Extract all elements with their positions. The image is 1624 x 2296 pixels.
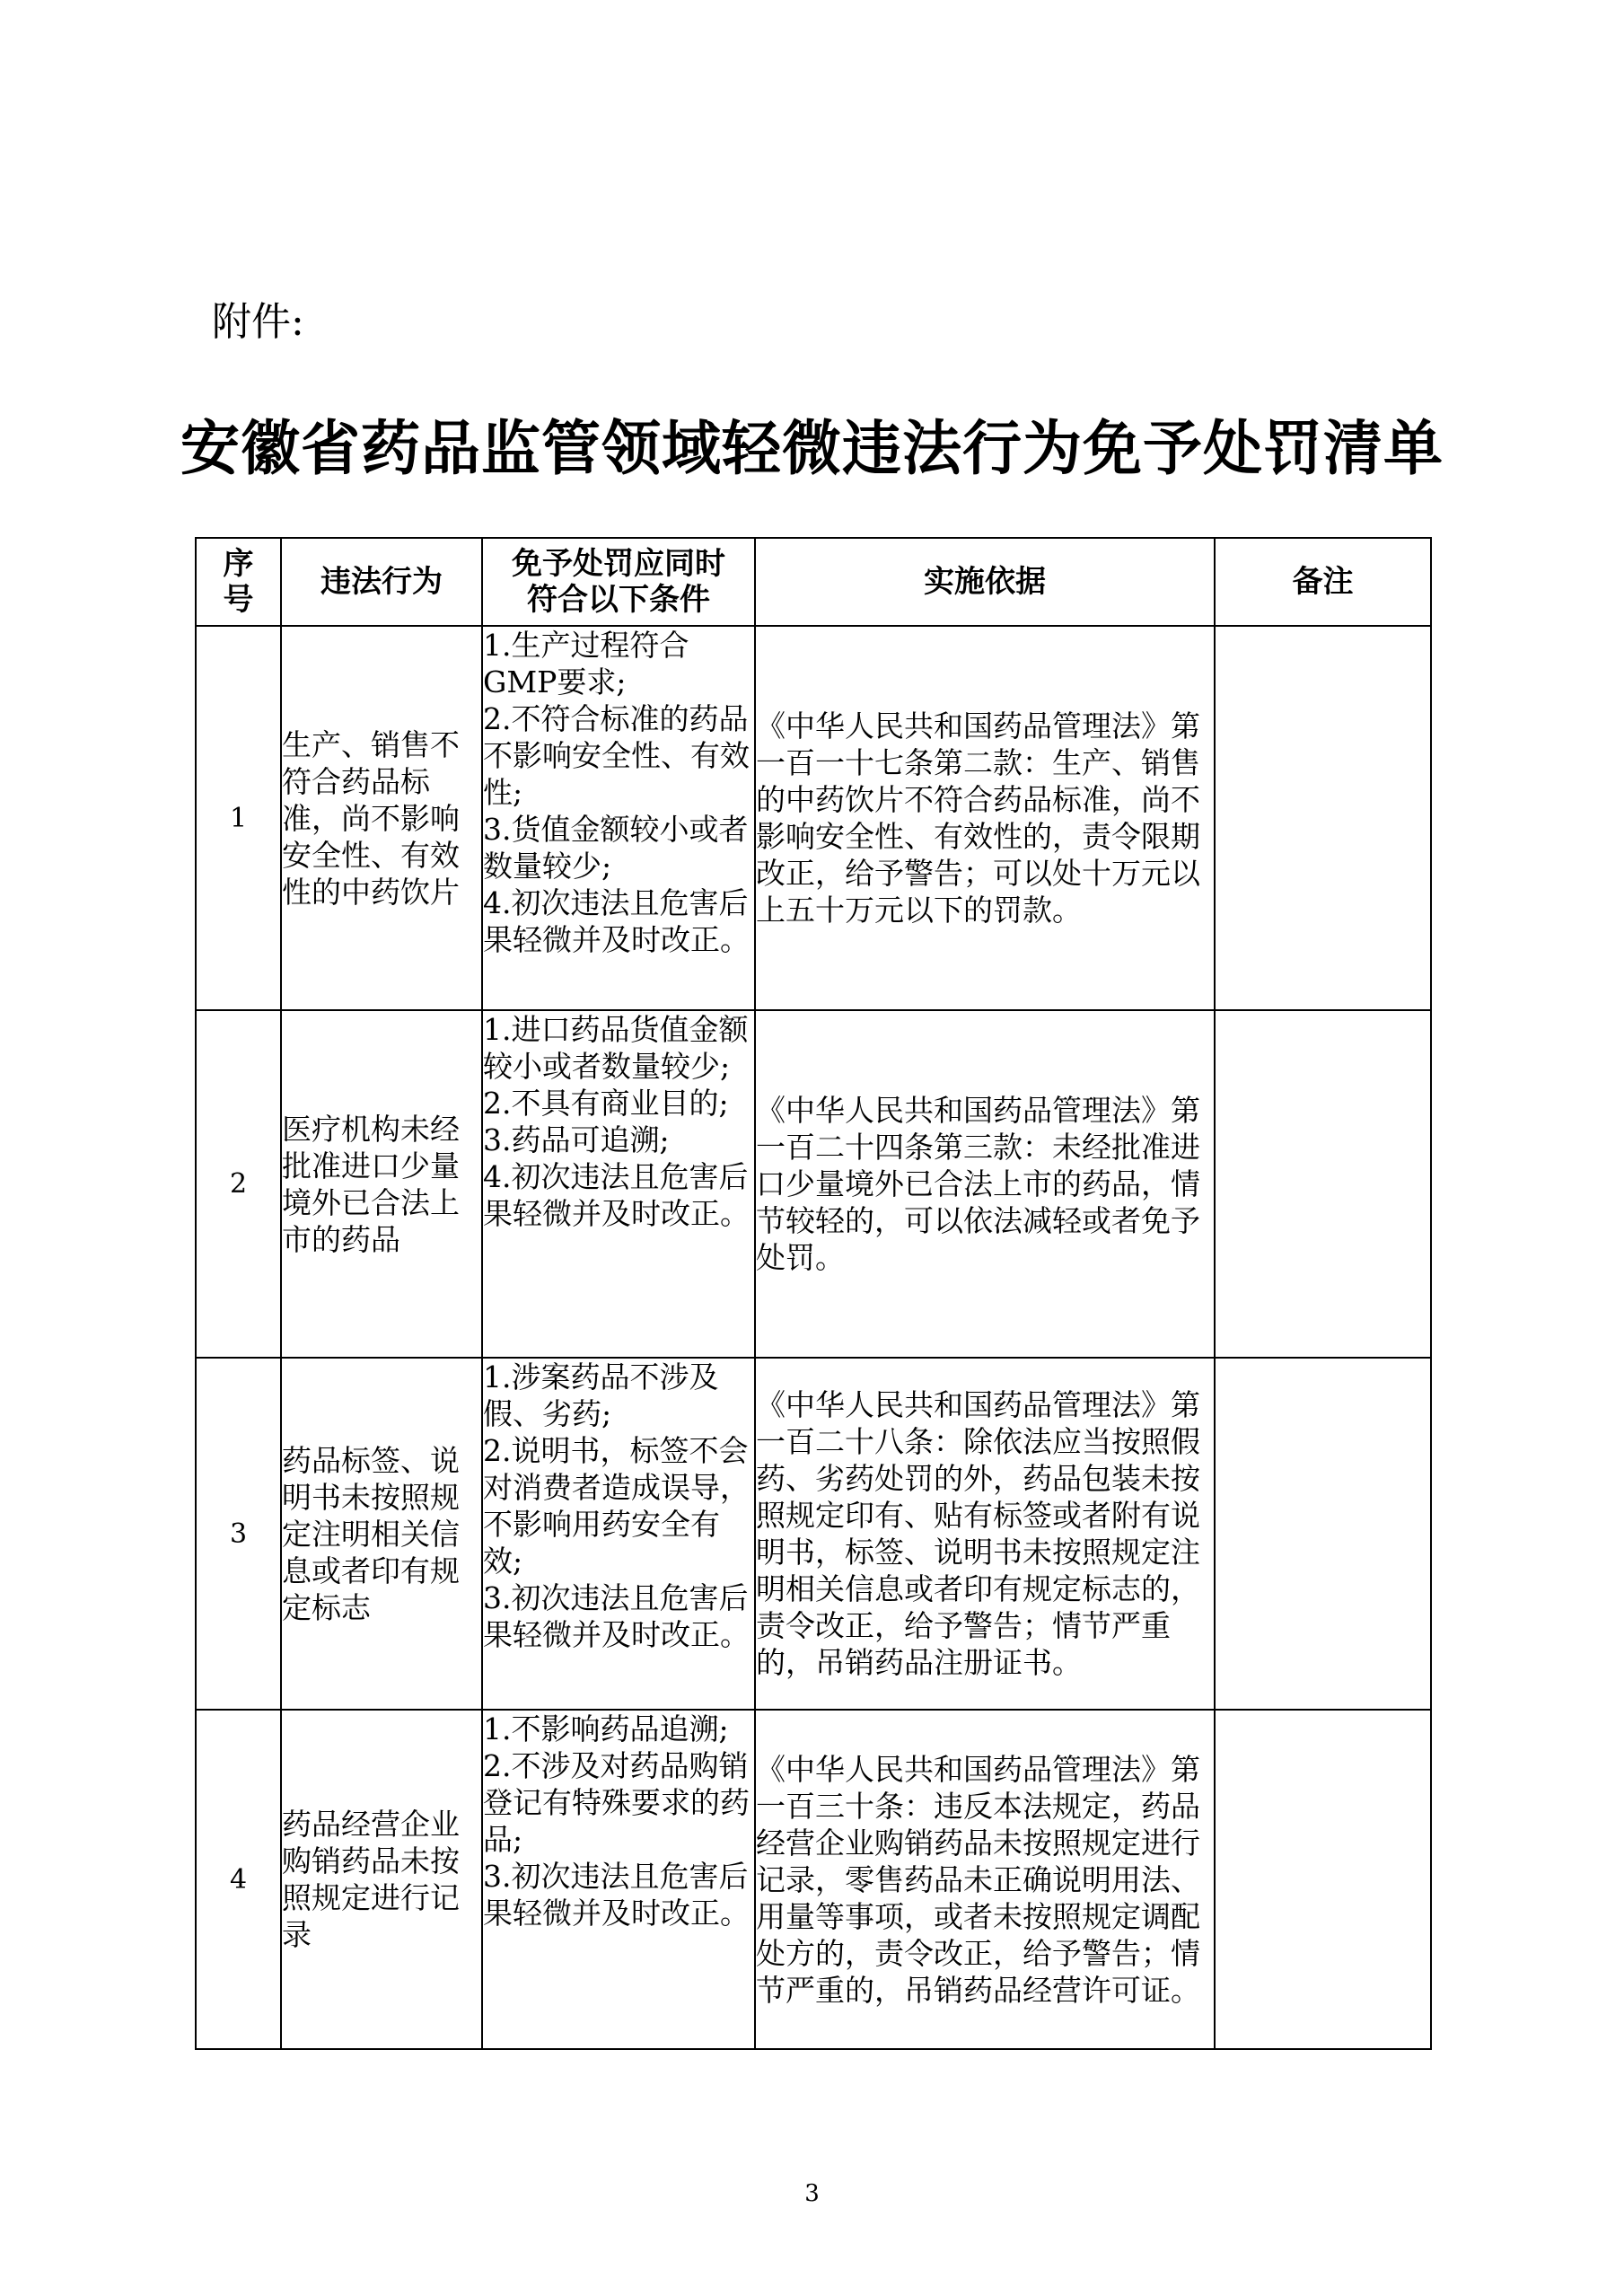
row-conditions [482, 1710, 755, 2049]
condition-item: 3.初次违法且危害后果轻微并及时改正。 [483, 1859, 750, 1931]
table-row [196, 1358, 1431, 1710]
row-act: 药品标签、说明书未按照规定注明相关信息或者印有规定标志 [281, 1358, 482, 1710]
condition-item: 3.初次违法且危害后果轻微并及时改正。 [483, 1580, 750, 1652]
row-index: 2 [196, 1010, 281, 1358]
condition-item: 1.不影响药品追溯; [483, 1711, 729, 1746]
row-basis: 《中华人民共和国药品管理法》第一百二十四条第三款：未经批准进口少量境外已合法上市的药品，情节较轻的，可以依法减轻或者免予处罚。 [755, 1010, 1215, 1358]
penalty-exemption-table [195, 537, 1432, 2050]
row-basis: 《中华人民共和国药品管理法》第一百一十七条第二款：生产、销售的中药饮片不符合药品标准，尚不影响安全性、有效性的，责令限期改正，给予警告；可以处十万元以上五十万元以下的罚款。 [755, 626, 1215, 1010]
page-number: 3 [804, 2180, 820, 2207]
condition-item: 2.不涉及对药品购销登记有特殊要求的药品; [483, 1748, 750, 1857]
condition-item: 2.不具有商业目的; [483, 1086, 729, 1121]
row-act: 生产、销售不符合药品标准，尚不影响安全性、有效性的中药饮片 [281, 626, 482, 1010]
condition-item: 1.生产过程符合GMP要求; [483, 628, 689, 699]
condition-item: 4.初次违法且危害后果轻微并及时改正。 [483, 1159, 750, 1231]
header-index: 序号 [196, 538, 281, 626]
condition-item: 3.药品可追溯; [483, 1122, 670, 1157]
condition-item: 4.初次违法且危害后果轻微并及时改正。 [483, 885, 750, 957]
row-index: 4 [196, 1710, 281, 2049]
row-remarks [1215, 626, 1431, 1010]
row-act: 医疗机构未经批准进口少量境外已合法上市的药品 [281, 1010, 482, 1358]
condition-item: 1.涉案药品不涉及假、劣药; [483, 1359, 719, 1431]
condition-item: 2.不符合标准的药品不影响安全性、有效性; [483, 701, 750, 810]
condition-item: 3.货值金额较小或者数量较少; [483, 812, 749, 884]
row-basis: 《中华人民共和国药品管理法》第一百二十八条：除依法应当按照假药、劣药处罚的外，药品包装未按照规定印有、贴有标签或者附有说明书，标签、说明书未按照规定注明相关信息或者印有规定标志的，责令改正，给予警告；情节严重的，吊销药品注册证书。 [755, 1358, 1215, 1710]
row-conditions [482, 1358, 755, 1710]
row-index: 3 [196, 1358, 281, 1710]
table-row [196, 1710, 1431, 2049]
row-remarks [1215, 1710, 1431, 2049]
table-row [196, 1010, 1431, 1358]
row-basis: 《中华人民共和国药品管理法》第一百三十条：违反本法规定，药品经营企业购销药品未按照规定进行记录，零售药品未正确说明用法、用量等事项，或者未按照规定调配处方的，责令改正，给予警告；情节严重的，吊销药品经营许可证。 [755, 1710, 1215, 2049]
table-row [196, 626, 1431, 1010]
row-index: 1 [196, 626, 281, 1010]
condition-item: 2.说明书，标签不会对消费者造成误导，不影响用药安全有效; [483, 1433, 750, 1579]
row-remarks [1215, 1358, 1431, 1710]
row-conditions [482, 626, 755, 1010]
row-remarks [1215, 1010, 1431, 1358]
condition-item: 1.进口药品货值金额较小或者数量较少; [483, 1012, 749, 1084]
header-remarks: 备注 [1215, 538, 1431, 626]
header-conditions: 免予处罚应同时符合以下条件 [482, 538, 755, 626]
header-basis: 实施依据 [755, 538, 1215, 626]
page-title: 安徽省药品监管领域轻微违法行为免予处罚清单 [180, 413, 1444, 483]
row-conditions [482, 1010, 755, 1358]
attachment-label: 附件: [212, 299, 304, 345]
table-header-row [196, 538, 1431, 626]
header-act: 违法行为 [281, 538, 482, 626]
row-act: 药品经营企业购销药品未按照规定进行记录 [281, 1710, 482, 2049]
